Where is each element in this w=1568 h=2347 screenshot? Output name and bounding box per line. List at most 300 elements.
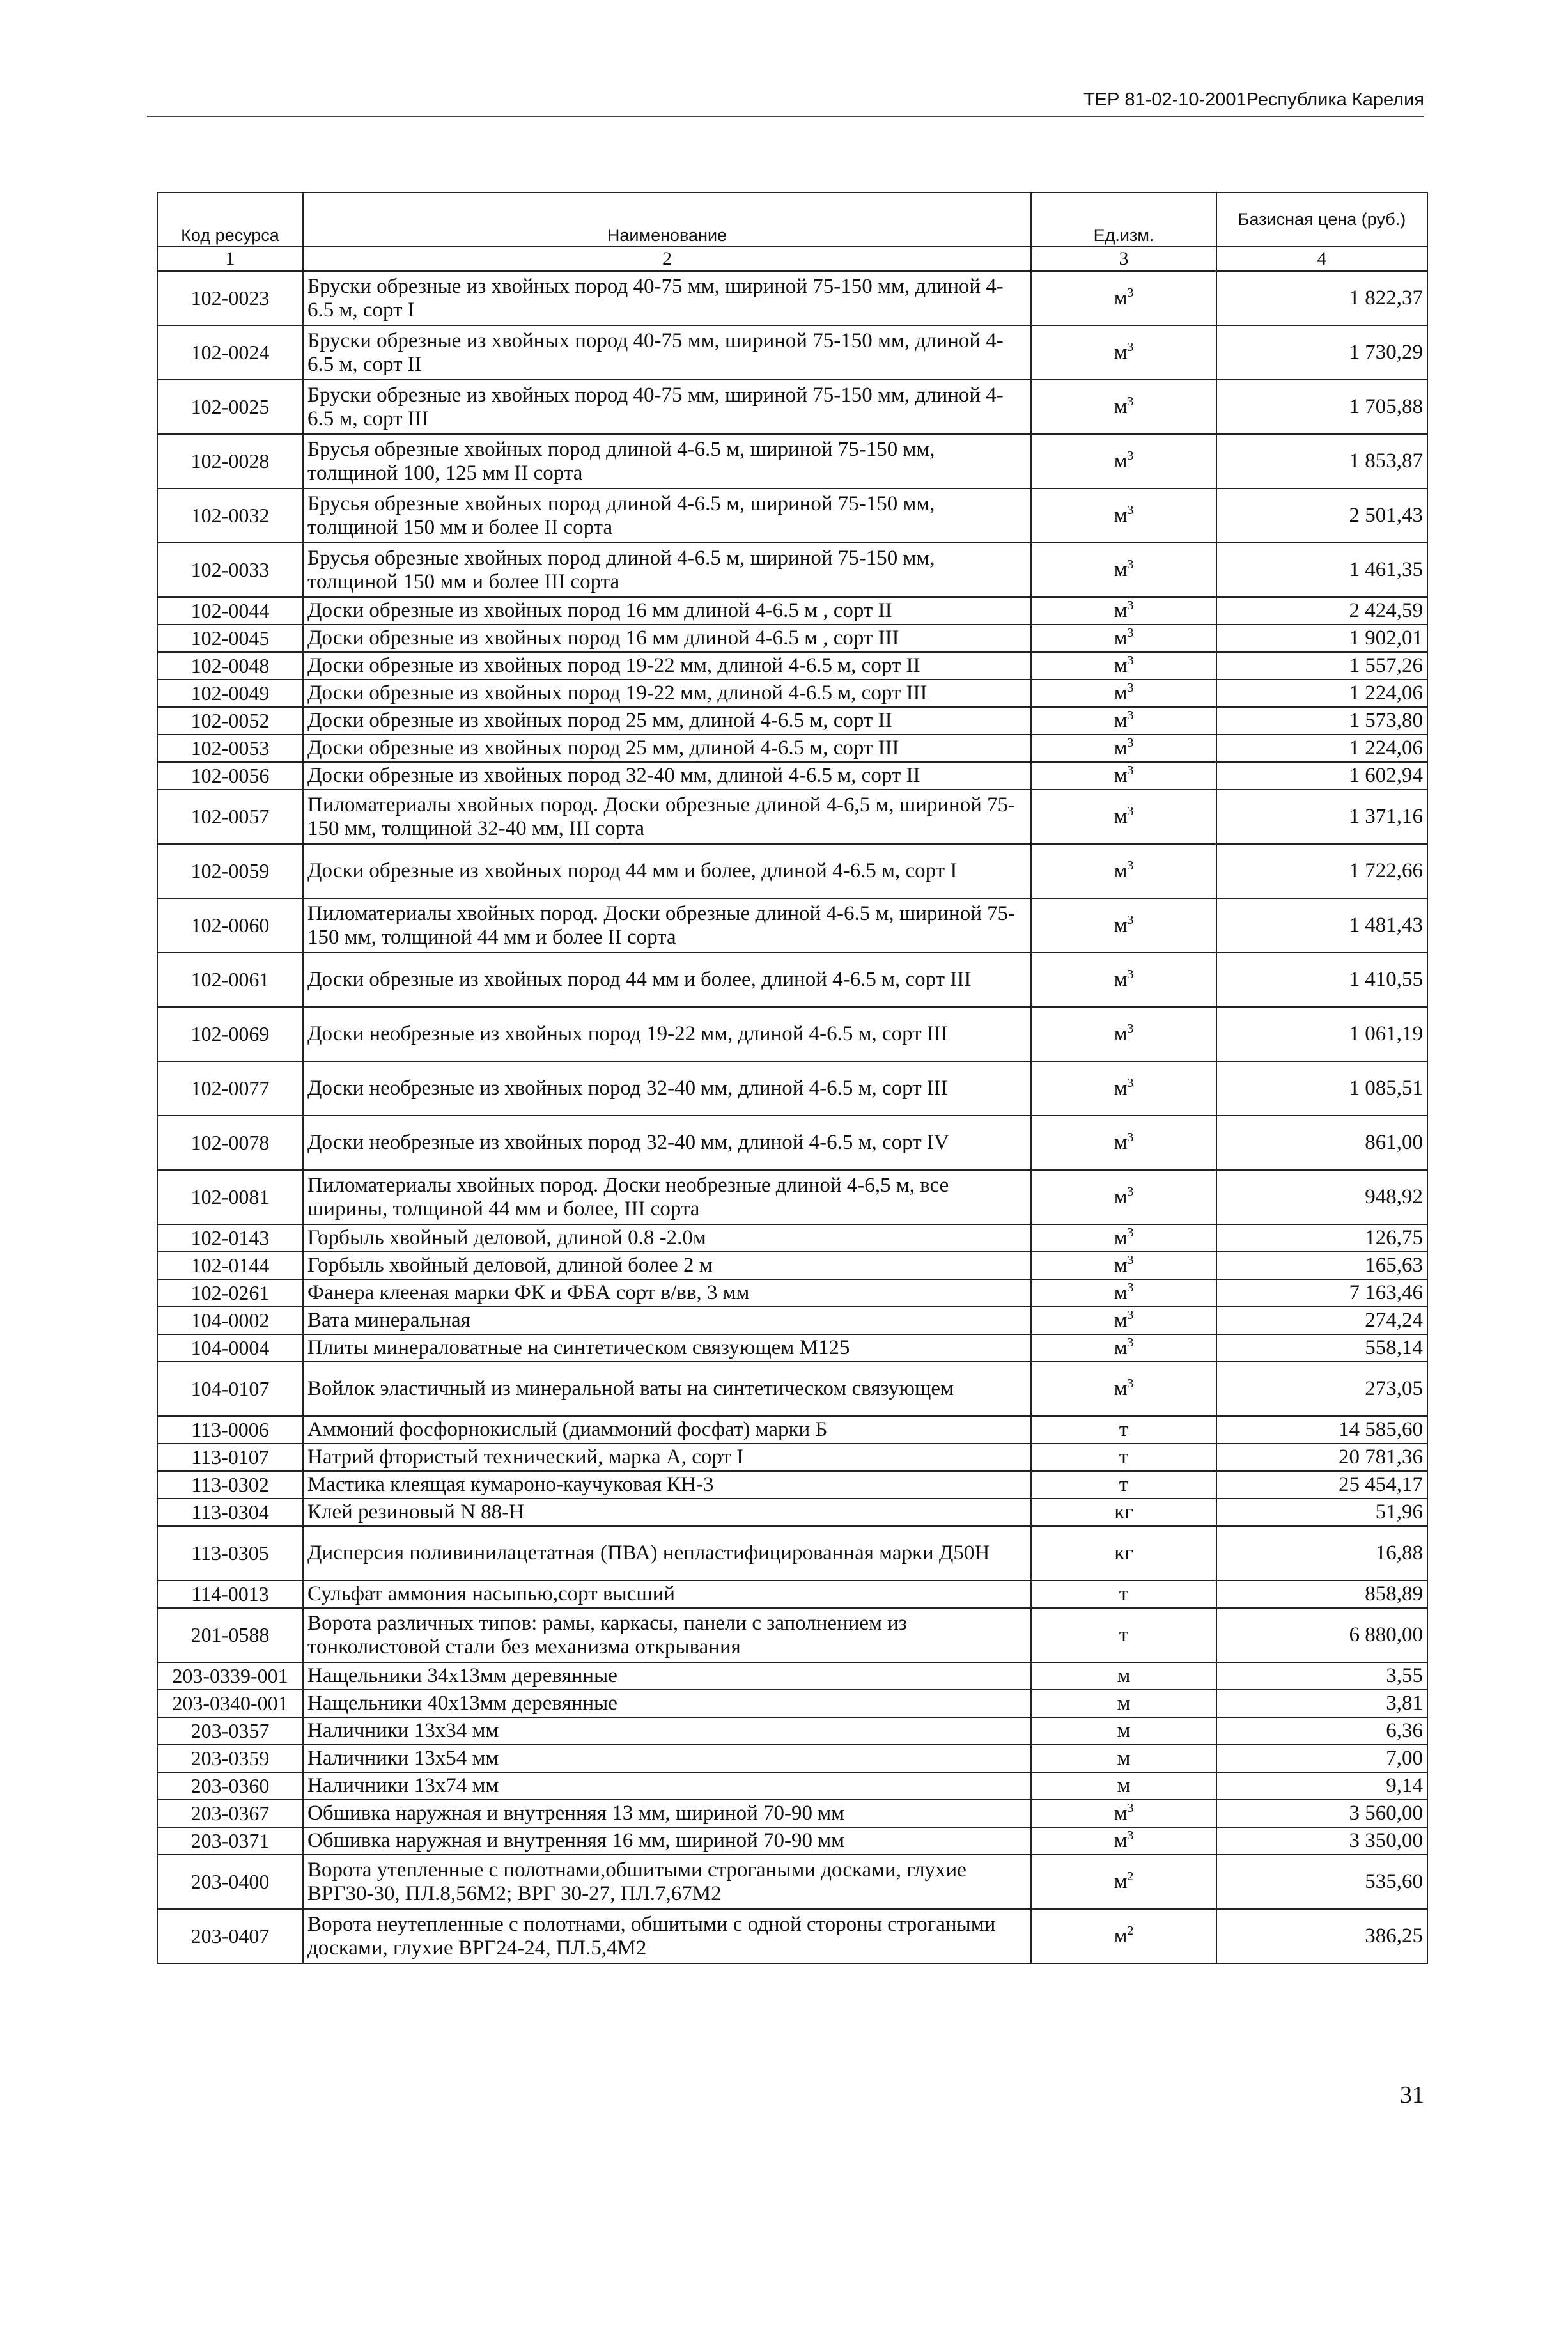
- resource-code: 102-0032: [157, 488, 303, 543]
- resource-name: Бруски обрезные из хвойных пород 40-75 мм, шириной 75-150 мм, длиной 4-6.5 м, сорт III: [303, 380, 1031, 434]
- resource-code: 113-0107: [157, 1444, 303, 1471]
- unit-exponent: 3: [1127, 1801, 1134, 1816]
- resource-name: Аммоний фосфорнокислый (диаммоний фосфат) марки Б: [303, 1416, 1031, 1444]
- resource-name: Доски необрезные из хвойных пород 32-40 мм, длиной 4-6.5 м, сорт IV: [303, 1116, 1031, 1170]
- resource-code: 203-0339-001: [157, 1662, 303, 1690]
- table-row: [157, 762, 1427, 790]
- unit-exponent: 3: [1127, 598, 1134, 613]
- resource-name: Наличники 13х74 мм: [303, 1772, 1031, 1800]
- resource-price: 1 557,26: [1216, 652, 1427, 680]
- table-row: [157, 1662, 1427, 1690]
- unit-exponent: 3: [1127, 967, 1134, 982]
- resource-price: 1 602,94: [1216, 762, 1427, 790]
- table-row: [157, 1471, 1427, 1499]
- resource-code: 102-0081: [157, 1170, 303, 1224]
- resource-price: 948,92: [1216, 1170, 1427, 1224]
- resource-unit: [1031, 1662, 1216, 1690]
- resource-name: Доски необрезные из хвойных пород 32-40 мм, длиной 4-6.5 м, сорт III: [303, 1061, 1031, 1116]
- resource-name: Нащельники 40х13мм деревянные: [303, 1690, 1031, 1717]
- resource-price: 6 880,00: [1216, 1608, 1427, 1662]
- unit-exponent: 3: [1127, 1828, 1134, 1843]
- unit-exponent: 2: [1127, 1869, 1134, 1884]
- unit-exponent: 3: [1127, 1253, 1134, 1268]
- resource-name: Мастика клеящая кумароно-каучуковая КН-3: [303, 1471, 1031, 1499]
- resource-unit: [1031, 1170, 1216, 1224]
- resource-name: Доски обрезные из хвойных пород 32-40 мм, длиной 4-6.5 м, сорт II: [303, 762, 1031, 790]
- resource-price: 1 085,51: [1216, 1061, 1427, 1116]
- unit-base: т: [1119, 1623, 1129, 1647]
- resource-name: Брусья обрезные хвойных пород длиной 4-6.5 м, шириной 75-150 мм, толщиной 150 мм и более III сорта: [303, 543, 1031, 597]
- resource-name: Брусья обрезные хвойных пород длиной 4-6.5 м, шириной 75-150 мм, толщиной 100, 125 мм II сорта: [303, 434, 1031, 488]
- table-row: [157, 1279, 1427, 1307]
- resource-name: Ворота различных типов: рамы, каркасы, панели с заполнением из тонколистовой стали без механизма открывания: [303, 1608, 1031, 1662]
- unit-exponent: 3: [1127, 1185, 1134, 1199]
- resource-code: 113-0305: [157, 1526, 303, 1580]
- unit-exponent: 3: [1127, 1022, 1134, 1036]
- resource-price: 126,75: [1216, 1224, 1427, 1252]
- resource-price: 2 501,43: [1216, 488, 1427, 543]
- unit-base: м: [1114, 1309, 1128, 1332]
- resource-name: Бруски обрезные из хвойных пород 40-75 мм, шириной 75-150 мм, длиной 4-6.5 м, сорт I: [303, 271, 1031, 325]
- table-row: [157, 1116, 1427, 1170]
- resource-unit: [1031, 762, 1216, 790]
- table-row: [157, 1855, 1427, 1909]
- resource-unit: [1031, 1307, 1216, 1334]
- resource-price-table: [157, 192, 1428, 1964]
- page-header: ТЕР 81-02-10-2001Республика Карелия: [147, 90, 1424, 117]
- resource-code: 102-0069: [157, 1007, 303, 1061]
- table-row: [157, 1608, 1427, 1662]
- column-number: 1: [157, 246, 303, 271]
- unit-base: м: [1114, 1022, 1128, 1046]
- table-row: [157, 1061, 1427, 1116]
- resource-unit: [1031, 1444, 1216, 1471]
- resource-name: Пиломатериалы хвойных пород. Доски необрезные длиной 4-6,5 м, все ширины, толщиной 44 мм и более, III сорта: [303, 1170, 1031, 1224]
- resource-code: 102-0025: [157, 380, 303, 434]
- resource-name: Горбыль хвойный деловой, длиной 0.8 -2.0м: [303, 1224, 1031, 1252]
- resource-code: 203-0371: [157, 1827, 303, 1855]
- resource-unit: [1031, 1362, 1216, 1416]
- resource-code: 203-0367: [157, 1800, 303, 1827]
- resource-unit: [1031, 1608, 1216, 1662]
- unit-exponent: 3: [1127, 859, 1134, 873]
- unit-base: м: [1114, 558, 1128, 582]
- table-row: [157, 707, 1427, 735]
- resource-price: 1 573,80: [1216, 707, 1427, 735]
- column-header-price: Базисная цена (руб.): [1216, 192, 1427, 246]
- resource-name: Доски обрезные из хвойных пород 44 мм и более, длиной 4-6.5 м, сорт I: [303, 844, 1031, 898]
- unit-exponent: 3: [1127, 1376, 1134, 1391]
- table-row: [157, 1827, 1427, 1855]
- unit-base: м: [1114, 1924, 1128, 1948]
- resource-code: 102-0048: [157, 652, 303, 680]
- table-row: [157, 1334, 1427, 1362]
- resource-price: 3 350,00: [1216, 1827, 1427, 1855]
- resource-name: Доски обрезные из хвойных пород 19-22 мм, длиной 4-6.5 м, сорт III: [303, 680, 1031, 707]
- resource-name: Пиломатериалы хвойных пород. Доски обрезные длиной 4-6,5 м, шириной 75-150 мм, толщиной 32-40 мм, III сорта: [303, 790, 1031, 844]
- resource-unit: [1031, 1772, 1216, 1800]
- resource-code: 104-0002: [157, 1307, 303, 1334]
- table-row: [157, 1252, 1427, 1279]
- unit-base: кг: [1114, 1501, 1133, 1524]
- resource-code: 113-0304: [157, 1499, 303, 1526]
- unit-base: м: [1117, 1774, 1131, 1798]
- unit-base: м: [1114, 654, 1128, 678]
- resource-code: 102-0144: [157, 1252, 303, 1279]
- unit-base: м: [1114, 1281, 1128, 1305]
- resource-unit: [1031, 1526, 1216, 1580]
- resource-unit: [1031, 625, 1216, 652]
- resource-unit: [1031, 1855, 1216, 1909]
- table-row: [157, 1772, 1427, 1800]
- unit-base: м: [1114, 395, 1128, 419]
- resource-price: 1 410,55: [1216, 953, 1427, 1007]
- resource-price: 273,05: [1216, 1362, 1427, 1416]
- resource-code: 104-0107: [157, 1362, 303, 1416]
- resource-unit: [1031, 652, 1216, 680]
- resource-unit: [1031, 380, 1216, 434]
- unit-base: т: [1119, 1582, 1129, 1606]
- unit-base: м: [1117, 1719, 1131, 1743]
- column-header-name: Наименование: [303, 192, 1031, 246]
- resource-unit: [1031, 271, 1216, 325]
- unit-base: м: [1117, 1664, 1131, 1688]
- resource-price: 7,00: [1216, 1745, 1427, 1772]
- unit-base: м: [1114, 1870, 1128, 1894]
- unit-exponent: 3: [1127, 1308, 1134, 1323]
- resource-name: Плиты минераловатные на синтетическом связующем М125: [303, 1334, 1031, 1362]
- resource-name: Доски необрезные из хвойных пород 19-22 мм, длиной 4-6.5 м, сорт III: [303, 1007, 1031, 1061]
- unit-base: м: [1114, 764, 1128, 788]
- resource-code: 102-0056: [157, 762, 303, 790]
- table-row: [157, 1362, 1427, 1416]
- resource-code: 203-0400: [157, 1855, 303, 1909]
- unit-base: м: [1114, 341, 1128, 364]
- resource-name: Бруски обрезные из хвойных пород 40-75 мм, шириной 75-150 мм, длиной 4-6.5 м, сорт II: [303, 325, 1031, 380]
- resource-unit: [1031, 1580, 1216, 1608]
- resource-unit: [1031, 953, 1216, 1007]
- resource-unit: [1031, 844, 1216, 898]
- resource-price: 6,36: [1216, 1717, 1427, 1745]
- unit-exponent: 3: [1127, 763, 1134, 778]
- resource-price: 25 454,17: [1216, 1471, 1427, 1499]
- table-row: [157, 652, 1427, 680]
- table-row: [157, 488, 1427, 543]
- unit-base: т: [1119, 1446, 1129, 1469]
- resource-unit: [1031, 1279, 1216, 1307]
- resource-name: Дисперсия поливинилацетатная (ПВА) непластифицированная марки Д50Н: [303, 1526, 1031, 1580]
- resource-code: 203-0340-001: [157, 1690, 303, 1717]
- unit-exponent: 3: [1127, 449, 1134, 464]
- resource-unit: [1031, 1909, 1216, 1963]
- unit-base: м: [1114, 1802, 1128, 1825]
- resource-code: 102-0061: [157, 953, 303, 1007]
- resource-unit: [1031, 1717, 1216, 1745]
- resource-code: 102-0044: [157, 597, 303, 625]
- table-row: [157, 680, 1427, 707]
- resource-price: 1 822,37: [1216, 271, 1427, 325]
- unit-base: м: [1114, 1829, 1128, 1853]
- unit-exponent: 3: [1127, 1130, 1134, 1145]
- resource-unit: [1031, 543, 1216, 597]
- table-row: [157, 543, 1427, 597]
- resource-unit: [1031, 1061, 1216, 1116]
- resource-unit: [1031, 1116, 1216, 1170]
- resource-price: 165,63: [1216, 1252, 1427, 1279]
- resource-name: Доски обрезные из хвойных пород 19-22 мм, длиной 4-6.5 м, сорт II: [303, 652, 1031, 680]
- resource-price: 1 705,88: [1216, 380, 1427, 434]
- resource-name: Доски обрезные из хвойных пород 25 мм, длиной 4-6.5 м, сорт III: [303, 735, 1031, 762]
- page-number: 31: [1400, 2082, 1424, 2109]
- resource-name: Брусья обрезные хвойных пород длиной 4-6.5 м, шириной 75-150 мм, толщиной 150 мм и более II сорта: [303, 488, 1031, 543]
- resource-unit: [1031, 1690, 1216, 1717]
- resource-code: 102-0060: [157, 898, 303, 953]
- unit-base: м: [1117, 1747, 1131, 1770]
- column-header-unit: Ед.изм.: [1031, 192, 1216, 246]
- resource-price: 1 481,43: [1216, 898, 1427, 953]
- resource-name: Фанера клееная марки ФК и ФБА сорт в/вв, 3 мм: [303, 1279, 1031, 1307]
- unit-exponent: 3: [1127, 394, 1134, 409]
- resource-price: 274,24: [1216, 1307, 1427, 1334]
- column-number: 2: [303, 246, 1031, 271]
- resource-unit: [1031, 1827, 1216, 1855]
- table-row: [157, 1307, 1427, 1334]
- resource-price: 3,55: [1216, 1662, 1427, 1690]
- table-row: [157, 1717, 1427, 1745]
- resource-code: 102-0077: [157, 1061, 303, 1116]
- unit-base: м: [1114, 627, 1128, 650]
- resource-code: 114-0013: [157, 1580, 303, 1608]
- resource-code: 102-0045: [157, 625, 303, 652]
- resource-code: 203-0360: [157, 1772, 303, 1800]
- resource-name: Горбыль хвойный деловой, длиной более 2 м: [303, 1252, 1031, 1279]
- resource-price: 558,14: [1216, 1334, 1427, 1362]
- resource-name: Доски обрезные из хвойных пород 44 мм и более, длиной 4-6.5 м, сорт III: [303, 953, 1031, 1007]
- resource-name: Доски обрезные из хвойных пород 25 мм, длиной 4-6.5 м, сорт II: [303, 707, 1031, 735]
- resource-name: Обшивка наружная и внутренняя 13 мм, шириной 70-90 мм: [303, 1800, 1031, 1827]
- table-row: [157, 434, 1427, 488]
- unit-base: м: [1114, 968, 1128, 992]
- resource-price: 1 371,16: [1216, 790, 1427, 844]
- table-header-row: [157, 192, 1427, 246]
- resource-price: 535,60: [1216, 1855, 1427, 1909]
- unit-exponent: 3: [1127, 286, 1134, 300]
- resource-price: 20 781,36: [1216, 1444, 1427, 1471]
- table-row: [157, 1444, 1427, 1471]
- resource-name: Натрий фтористый технический, марка А, сорт I: [303, 1444, 1031, 1471]
- unit-base: м: [1114, 805, 1128, 829]
- table-row: [157, 844, 1427, 898]
- unit-base: м: [1114, 1077, 1128, 1100]
- column-header-code: Код ресурса: [157, 192, 303, 246]
- resource-name: Сульфат аммония насыпью,сорт высший: [303, 1580, 1031, 1608]
- table-row: [157, 325, 1427, 380]
- resource-price: 1 722,66: [1216, 844, 1427, 898]
- column-number: 3: [1031, 246, 1216, 271]
- table-row: [157, 735, 1427, 762]
- resource-unit: [1031, 1800, 1216, 1827]
- resource-price: 2 424,59: [1216, 597, 1427, 625]
- resource-name: Нащельники 34х13мм деревянные: [303, 1662, 1031, 1690]
- unit-base: м: [1114, 1336, 1128, 1360]
- table-row: [157, 1526, 1427, 1580]
- resource-unit: [1031, 597, 1216, 625]
- unit-exponent: 3: [1127, 1336, 1134, 1350]
- unit-base: м: [1114, 504, 1128, 527]
- unit-base: м: [1114, 1377, 1128, 1401]
- unit-exponent: 3: [1127, 708, 1134, 723]
- unit-base: м: [1114, 1226, 1128, 1250]
- resource-code: 104-0004: [157, 1334, 303, 1362]
- resource-code: 102-0033: [157, 543, 303, 597]
- resource-name: Обшивка наружная и внутренняя 16 мм, шириной 70-90 мм: [303, 1827, 1031, 1855]
- unit-base: т: [1119, 1473, 1129, 1497]
- resource-unit: [1031, 434, 1216, 488]
- unit-base: м: [1114, 1185, 1128, 1209]
- resource-unit: [1031, 325, 1216, 380]
- resource-name: Ворота утепленные с полотнами,обшитыми строгаными досками, глухие ВРГ30-30, ПЛ.8,56М2; ВРГ 30-27, ПЛ.7,67М2: [303, 1855, 1031, 1909]
- resource-name: Доски обрезные из хвойных пород 16 мм длиной 4-6.5 м , сорт II: [303, 597, 1031, 625]
- table-row: [157, 1170, 1427, 1224]
- resource-price: 3 560,00: [1216, 1800, 1427, 1827]
- resource-name: Наличники 13х54 мм: [303, 1745, 1031, 1772]
- table-row: [157, 1909, 1427, 1963]
- resource-unit: [1031, 1745, 1216, 1772]
- unit-base: м: [1114, 682, 1128, 705]
- table-row: [157, 790, 1427, 844]
- table-row: [157, 1224, 1427, 1252]
- table-row: [157, 1416, 1427, 1444]
- resource-code: 102-0053: [157, 735, 303, 762]
- unit-base: м: [1114, 914, 1128, 937]
- table-row: [157, 597, 1427, 625]
- resource-code: 203-0357: [157, 1717, 303, 1745]
- unit-base: м: [1114, 1254, 1128, 1277]
- resource-price: 1 224,06: [1216, 735, 1427, 762]
- resource-name: Клей резиновый N 88-Н: [303, 1499, 1031, 1526]
- resource-code: 102-0078: [157, 1116, 303, 1170]
- table-row: [157, 1007, 1427, 1061]
- resource-unit: [1031, 488, 1216, 543]
- table-row: [157, 1690, 1427, 1717]
- resource-price: 9,14: [1216, 1772, 1427, 1800]
- resource-unit: [1031, 1252, 1216, 1279]
- resource-price: 1 224,06: [1216, 680, 1427, 707]
- table-body: [157, 271, 1427, 1963]
- resource-unit: [1031, 1334, 1216, 1362]
- table-row: [157, 898, 1427, 953]
- resource-code: 102-0059: [157, 844, 303, 898]
- resource-price: 3,81: [1216, 1690, 1427, 1717]
- unit-base: м: [1114, 1131, 1128, 1155]
- unit-exponent: 3: [1127, 558, 1134, 572]
- unit-exponent: 2: [1127, 1924, 1134, 1938]
- resource-name: Пиломатериалы хвойных пород. Доски обрезные длиной 4-6.5 м, шириной 75-150 мм, толщиной 44 мм и более II сорта: [303, 898, 1031, 953]
- table-row: [157, 1745, 1427, 1772]
- resource-code: 102-0052: [157, 707, 303, 735]
- resource-price: 1 902,01: [1216, 625, 1427, 652]
- unit-exponent: 3: [1127, 340, 1134, 355]
- unit-base: м: [1114, 599, 1128, 623]
- resource-price: 386,25: [1216, 1909, 1427, 1963]
- table-row: [157, 625, 1427, 652]
- unit-base: м: [1114, 286, 1128, 310]
- resource-unit: [1031, 1007, 1216, 1061]
- resource-name: Вата минеральная: [303, 1307, 1031, 1334]
- table-row: [157, 271, 1427, 325]
- resource-price: 16,88: [1216, 1526, 1427, 1580]
- unit-exponent: 3: [1127, 804, 1134, 819]
- unit-base: м: [1114, 449, 1128, 473]
- unit-exponent: 3: [1127, 681, 1134, 696]
- resource-code: 201-0588: [157, 1608, 303, 1662]
- unit-base: м: [1114, 737, 1128, 760]
- resource-price: 1 061,19: [1216, 1007, 1427, 1061]
- resource-unit: [1031, 790, 1216, 844]
- resource-price: 858,89: [1216, 1580, 1427, 1608]
- unit-exponent: 3: [1127, 626, 1134, 641]
- unit-base: м: [1114, 859, 1128, 883]
- resource-unit: [1031, 1471, 1216, 1499]
- resource-unit: [1031, 1416, 1216, 1444]
- table-row: [157, 1800, 1427, 1827]
- resource-price: 14 585,60: [1216, 1416, 1427, 1444]
- resource-code: 203-0407: [157, 1909, 303, 1963]
- resource-price: 7 163,46: [1216, 1279, 1427, 1307]
- resource-name: Доски обрезные из хвойных пород 16 мм длиной 4-6.5 м , сорт III: [303, 625, 1031, 652]
- unit-exponent: 3: [1127, 1076, 1134, 1091]
- column-number-row: [157, 246, 1427, 271]
- resource-name: Ворота неутепленные с полотнами, обшитыми с одной стороны строгаными досками, глухие ВРГ24-24, ПЛ.5,4М2: [303, 1909, 1031, 1963]
- resource-unit: [1031, 898, 1216, 953]
- resource-code: 102-0049: [157, 680, 303, 707]
- resource-code: 102-0143: [157, 1224, 303, 1252]
- table-row: [157, 953, 1427, 1007]
- unit-base: т: [1119, 1418, 1129, 1442]
- unit-exponent: 3: [1127, 913, 1134, 928]
- unit-base: кг: [1114, 1541, 1133, 1565]
- resource-price: 1 730,29: [1216, 325, 1427, 380]
- resource-unit: [1031, 680, 1216, 707]
- table-row: [157, 380, 1427, 434]
- resource-price: 861,00: [1216, 1116, 1427, 1170]
- resource-code: 102-0023: [157, 271, 303, 325]
- resource-price: 1 461,35: [1216, 543, 1427, 597]
- column-number: 4: [1216, 246, 1427, 271]
- unit-exponent: 3: [1127, 736, 1134, 751]
- resource-code: 113-0006: [157, 1416, 303, 1444]
- table-row: [157, 1499, 1427, 1526]
- resource-unit: [1031, 735, 1216, 762]
- resource-unit: [1031, 1224, 1216, 1252]
- resource-name: Наличники 13х34 мм: [303, 1717, 1031, 1745]
- table-row: [157, 1580, 1427, 1608]
- unit-exponent: 3: [1127, 1281, 1134, 1295]
- resource-code: 102-0024: [157, 325, 303, 380]
- unit-exponent: 3: [1127, 653, 1134, 668]
- unit-base: м: [1117, 1692, 1131, 1715]
- resource-unit: [1031, 1499, 1216, 1526]
- resource-code: 203-0359: [157, 1745, 303, 1772]
- resource-unit: [1031, 707, 1216, 735]
- resource-code: 102-0261: [157, 1279, 303, 1307]
- resource-code: 113-0302: [157, 1471, 303, 1499]
- resource-price: 51,96: [1216, 1499, 1427, 1526]
- unit-exponent: 3: [1127, 1226, 1134, 1240]
- unit-exponent: 3: [1127, 503, 1134, 518]
- resource-code: 102-0057: [157, 790, 303, 844]
- unit-base: м: [1114, 709, 1128, 733]
